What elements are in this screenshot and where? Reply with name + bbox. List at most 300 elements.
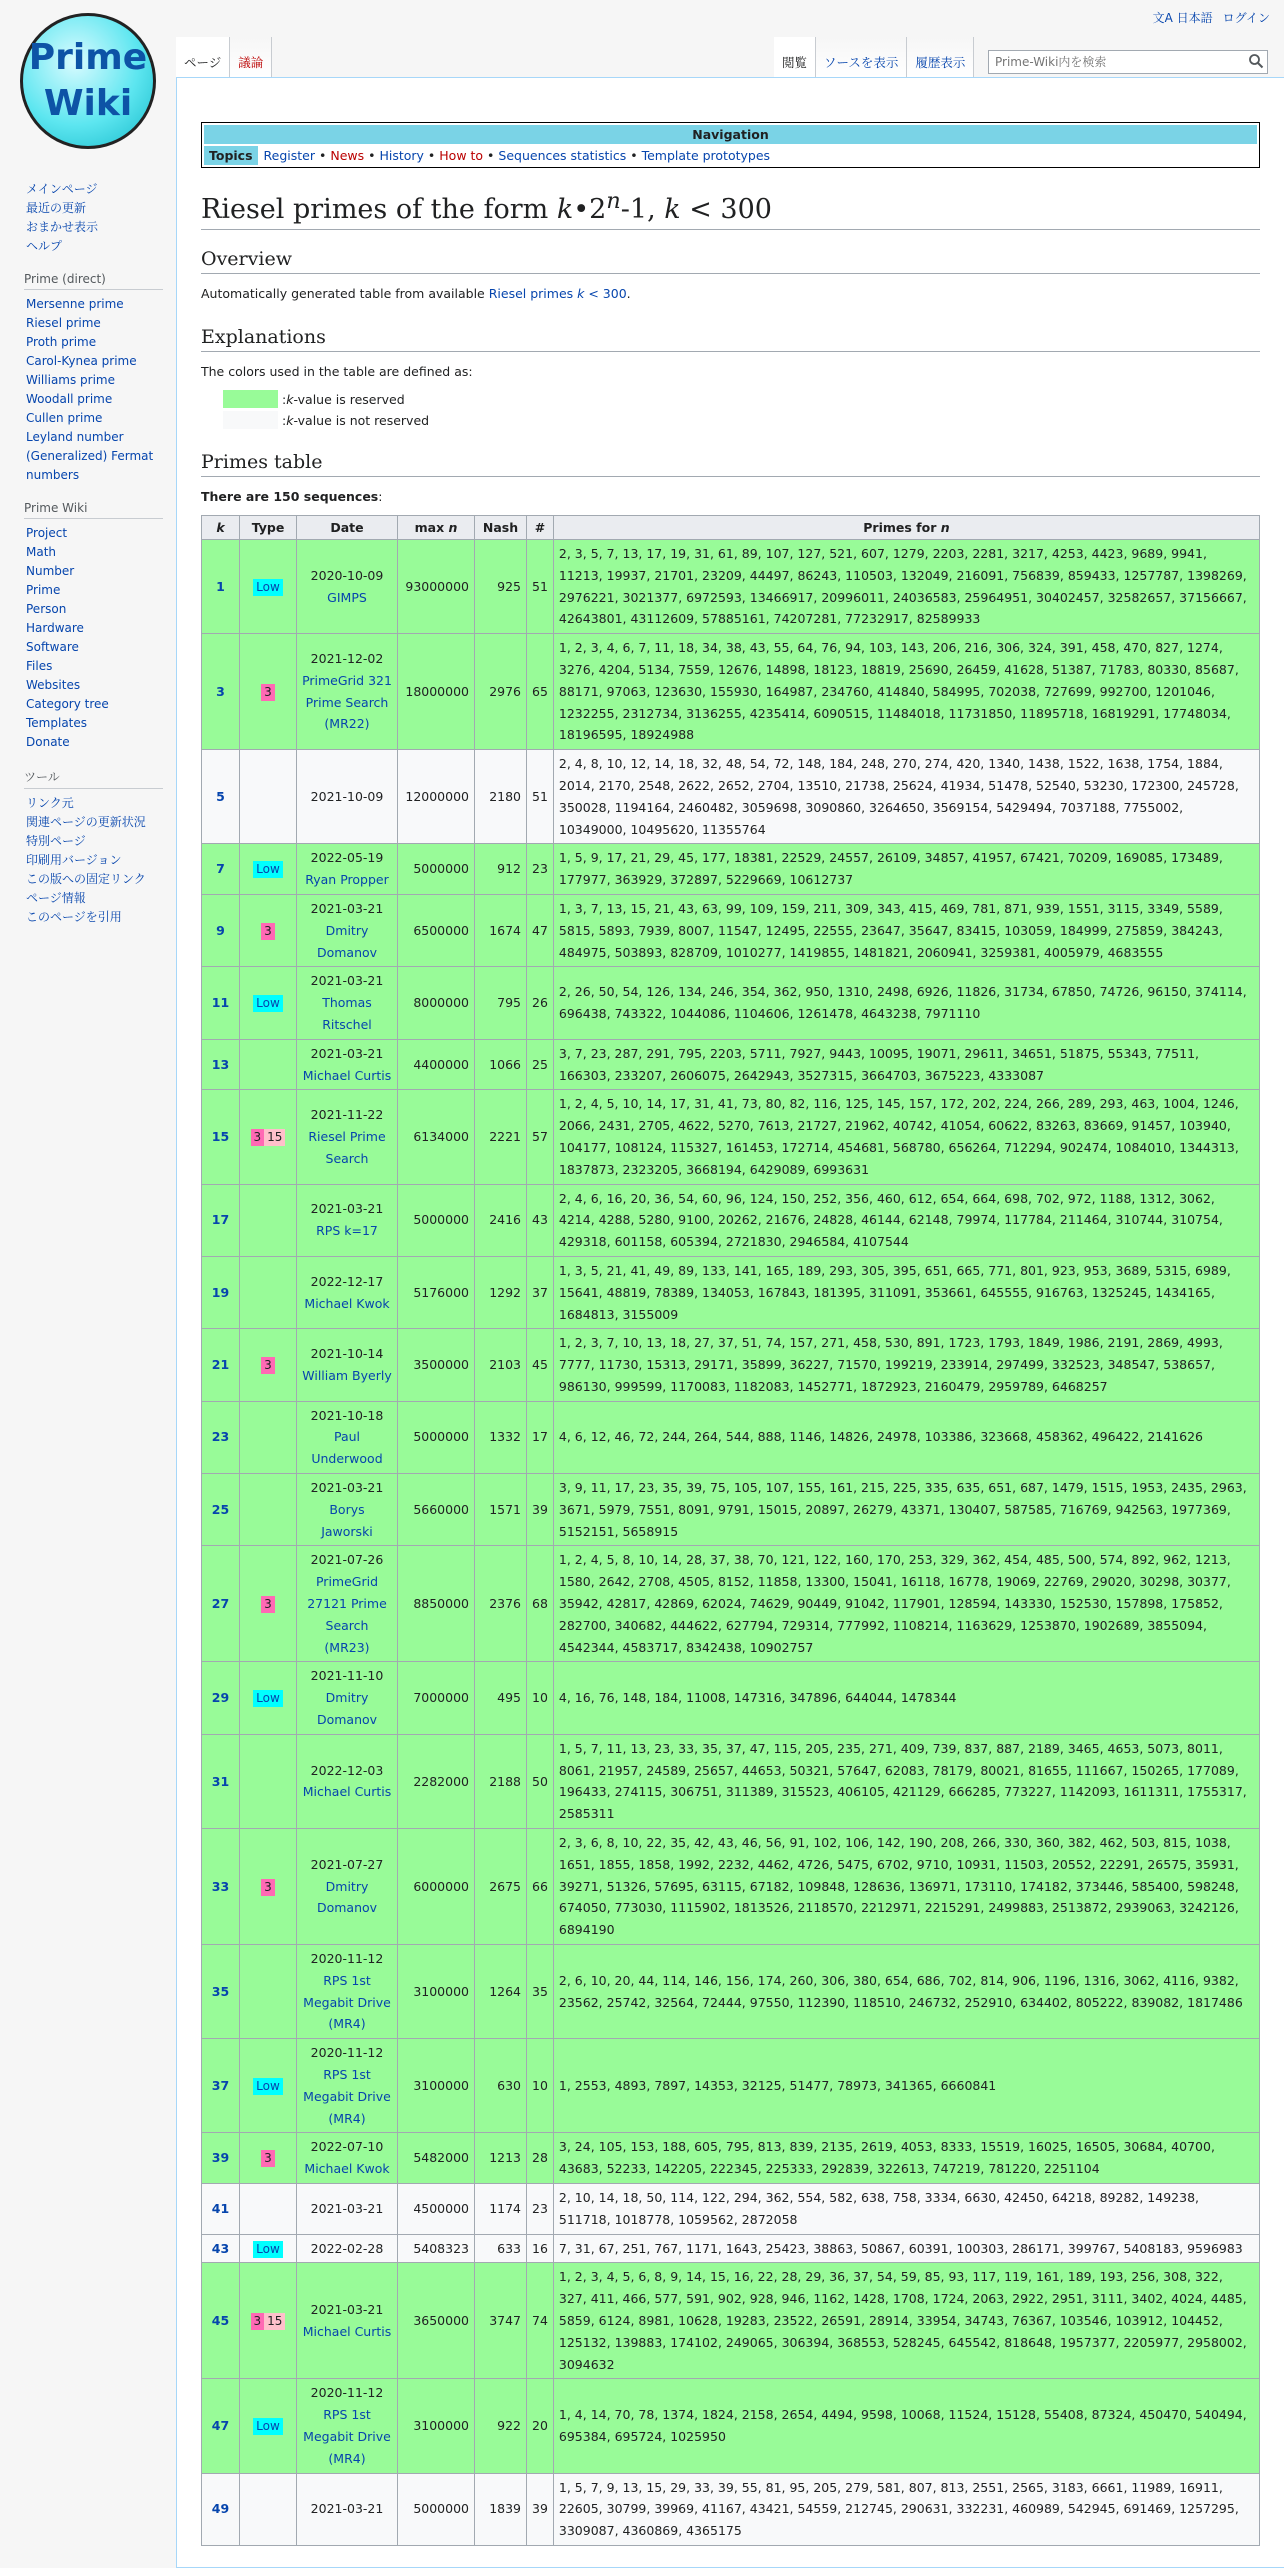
sidebar-tools-link[interactable]: この版への固定リンク: [26, 872, 146, 886]
max-n-cell: 3650000: [398, 2263, 475, 2379]
k-value-cell[interactable]: [202, 844, 240, 895]
overview-heading: Overview: [201, 248, 1260, 274]
max-n-cell: 12000000: [398, 750, 475, 844]
type-badge: Low: [253, 2078, 283, 2095]
type-cell: [240, 750, 297, 844]
navbox-group-label: Topics: [204, 146, 258, 165]
tab-view-source[interactable]: ソースを表示: [816, 37, 907, 77]
sidebar-main-item: [26, 237, 163, 256]
k-value-link[interactable]: 11: [211, 995, 230, 1011]
nash-cell: 2221: [475, 1090, 527, 1184]
primes-list-cell: 1, 5, 7, 9, 13, 15, 29, 33, 39, 55, 81, 95, 205, 279, 581, 807, 813, 2551, 2565, 3183, 6661, 11989, 16911, 22605, 30799, 39969, 41167, 43421, 54559, 212745, 290631, 332231, 460989, 542945, 691469, 1257295, 3309087, 4360869, 4365175: [553, 2473, 1259, 2545]
primes-list-cell: 1, 5, 9, 17, 21, 29, 45, 177, 18381, 22529, 24557, 26109, 34857, 41957, 67421, 70209, 169085, 173489, 177977, 363929, 372897, 5229669, 10612737: [553, 844, 1259, 895]
sidebar-tools-item: [26, 851, 163, 870]
navbox-link[interactable]: How to: [439, 148, 484, 163]
max-n-cell: 5000000: [398, 1184, 475, 1256]
primes-list-cell: 1, 2, 4, 5, 8, 10, 14, 28, 37, 38, 70, 121, 122, 160, 170, 253, 329, 362, 454, 485, 500, 574, 892, 962, 1213, 1580, 2642, 2708, 4505, 8152, 11858, 13300, 15041, 16118, 16778, 19069, 22769, 29020, 30298, 30377, 35942, 42817, 42869, 62024, 74629, 90449, 91042, 117901, 128594, 143330, 152530, 157898, 175852, 282700, 340682, 444622, 627794, 729314, 777992, 1108214, 1163629, 1253870, 1902689, 3855094, 4542344, 4583717, 8342438, 10902757: [553, 1546, 1259, 1662]
k-value-cell[interactable]: [202, 1329, 240, 1401]
sidebar-prime-wiki-link[interactable]: Prime: [26, 583, 61, 597]
navbox-link[interactable]: Template prototypes: [641, 148, 771, 163]
prime-count-cell: 16: [527, 2234, 554, 2263]
sidebar-tools-link[interactable]: このページを引用: [26, 910, 122, 924]
nash-cell: 1332: [475, 1401, 527, 1473]
col-header-k[interactable]: k: [202, 516, 240, 540]
date-text: 2020-11-12: [310, 2385, 384, 2401]
reserved-by-link[interactable]: Dmitry Domanov: [316, 1878, 378, 1916]
sidebar-prime-direct-link[interactable]: (Generalized) Fermat numbers: [26, 449, 154, 482]
sidebar-heading: ツール: [24, 768, 163, 789]
explanations-heading: Explanations: [201, 326, 1260, 352]
sidebar-prime-direct-link[interactable]: Cullen prime: [26, 411, 103, 425]
k-value-link[interactable]: 39: [211, 2150, 230, 2166]
navbox-separator: •: [483, 148, 499, 163]
nash-cell: 2188: [475, 1734, 527, 1828]
k-value-link[interactable]: 41: [211, 2200, 230, 2216]
sidebar-heading: Prime (direct): [24, 272, 163, 290]
prime-count-cell: 26: [527, 967, 554, 1039]
overview-text: Automatically generated table from available Riesel primes k < 300.: [201, 286, 631, 301]
navbox-separator: •: [626, 148, 642, 163]
language-link[interactable]: 文A 日本語: [1152, 11, 1213, 25]
table-row: [202, 1184, 1260, 1256]
table-row: [202, 1401, 1260, 1473]
k-value-link[interactable]: 37: [211, 2077, 230, 2093]
date-cell: [297, 1662, 398, 1734]
k-value-link[interactable]: 45: [211, 2312, 230, 2328]
sidebar-main-nav: [0, 180, 175, 256]
k-value-cell[interactable]: [202, 2039, 240, 2133]
reserved-by-link[interactable]: GIMPS: [327, 589, 367, 605]
k-value-cell[interactable]: [202, 1184, 240, 1256]
table-row: [202, 844, 1260, 895]
col-header-primes[interactable]: Primes for n: [553, 516, 1259, 540]
navbox-link[interactable]: History: [379, 148, 424, 163]
max-n-cell: 3500000: [398, 1329, 475, 1401]
sidebar-prime-direct-item: [26, 314, 163, 333]
k-value-cell[interactable]: [202, 1090, 240, 1184]
type-badge: 3: [261, 2150, 275, 2167]
tab-page[interactable]: ページ: [176, 37, 230, 77]
reserved-by-link[interactable]: Michael Curtis: [302, 1067, 392, 1083]
sidebar-tools-link[interactable]: 印刷用バージョン: [26, 853, 122, 867]
navbox-links: [258, 146, 777, 165]
primes-list-cell: 7, 31, 67, 251, 767, 1171, 1643, 25423, 38863, 50867, 60391, 100303, 286171, 399767, 5408183, 9596983: [553, 2234, 1259, 2263]
sidebar-prime-wiki-link[interactable]: Hardware: [26, 621, 84, 635]
k-value-cell[interactable]: [202, 2473, 240, 2545]
date-cell: [297, 1734, 398, 1828]
sidebar-prime-wiki-link[interactable]: Number: [26, 564, 75, 578]
sidebar-prime-wiki-item: [26, 524, 163, 543]
date-text: 2022-05-19: [310, 850, 384, 866]
reserved-by-link[interactable]: RPS k=17: [316, 1223, 378, 1239]
nash-cell: 630: [475, 2039, 527, 2133]
reserved-by-link[interactable]: Ryan Propper: [305, 872, 389, 888]
type-badge: Low: [253, 2418, 283, 2435]
type-cell: [240, 1474, 297, 1546]
date-cell: [297, 844, 398, 895]
nash-cell: 2376: [475, 1546, 527, 1662]
max-n-cell: 7000000: [398, 1662, 475, 1734]
type-cell: [240, 1546, 297, 1662]
nash-cell: 925: [475, 540, 527, 634]
sidebar-tools-item: [26, 794, 163, 813]
k-value-cell[interactable]: [202, 634, 240, 750]
date-cell: [297, 1090, 398, 1184]
prime-count-cell: 74: [527, 2263, 554, 2379]
date-cell: [297, 967, 398, 1039]
sidebar-tools-link[interactable]: 関連ページの更新状況: [26, 815, 146, 829]
sidebar-prime-wiki-link[interactable]: Templates: [26, 716, 88, 730]
nash-cell: 495: [475, 1662, 527, 1734]
sidebar-main-link[interactable]: おまかせ表示: [26, 220, 99, 234]
col-header-nash[interactable]: Nash: [475, 516, 527, 540]
explanations-intro: The colors used in the table are defined as:: [201, 364, 473, 379]
reserved-by-link[interactable]: Michael Curtis: [302, 1784, 392, 1800]
table-row: [202, 2133, 1260, 2184]
col-header-type[interactable]: Type: [240, 516, 297, 540]
prime-count-cell: 25: [527, 1039, 554, 1090]
sidebar-prime-wiki-item: [26, 543, 163, 562]
sidebar-prime-wiki-link[interactable]: Files: [26, 659, 53, 673]
sidebar-tools-link[interactable]: ページ情報: [26, 891, 86, 905]
search-input[interactable]: [988, 50, 1268, 74]
max-n-cell: 5408323: [398, 2234, 475, 2263]
reserved-by-link[interactable]: Borys Jaworski: [321, 1501, 373, 1539]
legend-swatch-not-reserved: [223, 411, 278, 429]
primes-list-cell: 1, 4, 14, 70, 78, 1374, 1824, 2158, 2654, 4494, 9598, 10068, 11524, 15128, 55408, 87324, 450470, 540494, 695384, 695724, 1025950: [553, 2379, 1259, 2473]
max-n-cell: 18000000: [398, 634, 475, 750]
sidebar-prime-wiki-item: [26, 714, 163, 733]
max-n-cell: 93000000: [398, 540, 475, 634]
type-cell: [240, 2183, 297, 2234]
k-value-link[interactable]: 15: [211, 1129, 230, 1145]
sidebar-prime-direct-link[interactable]: Mersenne prime: [26, 297, 124, 311]
primes-list-cell: 4, 6, 12, 46, 72, 244, 264, 544, 888, 1146, 14826, 24978, 103386, 323668, 458362, 496422, 2141626: [553, 1401, 1259, 1473]
max-n-cell: 8000000: [398, 967, 475, 1039]
sidebar-main-item: [26, 218, 163, 237]
k-value-cell[interactable]: [202, 1829, 240, 1945]
type-cell: [240, 2379, 297, 2473]
sidebar-prime-wiki-link[interactable]: Category tree: [26, 697, 109, 711]
k-value-link[interactable]: 33: [211, 1878, 230, 1894]
type-cell: [240, 2133, 297, 2184]
sidebar-prime-wiki-link[interactable]: Person: [26, 602, 67, 616]
k-value-cell[interactable]: [202, 750, 240, 844]
sidebar-prime-direct-link[interactable]: Proth prime: [26, 335, 97, 349]
navbox-separator: •: [364, 148, 380, 163]
type-badge: 15: [264, 1129, 285, 1146]
nash-cell: 1174: [475, 2183, 527, 2234]
sidebar-main-link[interactable]: ヘルプ: [26, 239, 63, 253]
date-cell: [297, 2234, 398, 2263]
type-badge: Low: [253, 2241, 283, 2258]
max-n-cell: 5000000: [398, 1401, 475, 1473]
sidebar-main-item: [26, 199, 163, 218]
table-row: [202, 1256, 1260, 1328]
col-header-max-n[interactable]: max n: [398, 516, 475, 540]
date-text: 2021-03-21: [310, 973, 384, 989]
search-icon[interactable]: [1248, 53, 1264, 69]
k-value-cell[interactable]: [202, 1662, 240, 1734]
k-value-link[interactable]: 47: [211, 2418, 230, 2434]
sidebar-prime-wiki-link[interactable]: Software: [26, 640, 79, 654]
max-n-cell: 5176000: [398, 1256, 475, 1328]
reserved-by-link[interactable]: William Byerly: [302, 1367, 392, 1383]
date-text: 2020-11-12: [310, 1951, 384, 1967]
legend-swatch-reserved: [223, 390, 278, 408]
sidebar-main-link[interactable]: 最近の更新: [26, 201, 87, 215]
reserved-by-link[interactable]: RPS 1st Megabit Drive (MR4): [303, 2407, 391, 2466]
prime-count-cell: 37: [527, 1256, 554, 1328]
type-cell: [240, 1329, 297, 1401]
riesel-primes-link[interactable]: Riesel primes k < 300: [488, 286, 627, 301]
max-n-cell: 4400000: [398, 1039, 475, 1090]
k-value-link[interactable]: 3: [216, 683, 225, 699]
sidebar-prime-direct-link[interactable]: Riesel prime: [26, 316, 101, 330]
table-row: [202, 2379, 1260, 2473]
sidebar-prime-wiki-item: [26, 733, 163, 752]
k-value-link[interactable]: 29: [211, 1690, 230, 1706]
date-text: 2021-11-10: [310, 1668, 384, 1684]
view-tabs: [774, 37, 974, 77]
nash-cell: 3747: [475, 2263, 527, 2379]
k-value-link[interactable]: 23: [211, 1429, 230, 1445]
date-cell: [297, 2263, 398, 2379]
sidebar-prime-wiki-item: [26, 638, 163, 657]
primes-list-cell: 2, 6, 10, 20, 44, 114, 146, 156, 174, 260, 306, 380, 654, 686, 702, 814, 906, 1196, 1316, 3062, 4116, 9382, 23562, 25742, 32564, 72444, 97550, 112390, 118510, 246732, 252910, 634402, 805222, 839082, 1817486: [553, 1945, 1259, 2039]
sidebar-prime-direct-link[interactable]: Carol-Kynea prime: [26, 354, 137, 368]
k-value-cell[interactable]: [202, 1546, 240, 1662]
k-value-link[interactable]: 49: [211, 2501, 230, 2517]
primes-list-cell: 1, 2, 3, 7, 10, 13, 18, 27, 37, 51, 74, 157, 271, 458, 530, 891, 1723, 1793, 1849, 1986, 2191, 2869, 4993, 7777, 11730, 15313, 29171, 35899, 36227, 71570, 199219, 233914, 297499, 332523, 348547, 538657, 986130, 999599, 1170083, 1182083, 1452771, 1872923, 2160479, 2959789, 6468257: [553, 1329, 1259, 1401]
k-value-cell[interactable]: [202, 2234, 240, 2263]
k-value-link[interactable]: 35: [211, 1983, 230, 1999]
type-cell: [240, 894, 297, 966]
k-value-link[interactable]: 17: [211, 1212, 230, 1228]
prime-count-cell: 50: [527, 1734, 554, 1828]
k-value-cell[interactable]: [202, 894, 240, 966]
reserved-by-link[interactable]: Riesel Prime Search: [308, 1129, 386, 1166]
sidebar-prime-wiki-link[interactable]: Donate: [26, 735, 70, 749]
type-cell: [240, 1256, 297, 1328]
namespace-tabs: [176, 37, 272, 77]
date-text: 2020-10-09: [310, 567, 384, 583]
primes-list-cell: 1, 2, 3, 4, 5, 6, 8, 9, 14, 15, 16, 22, 28, 29, 36, 37, 54, 59, 85, 93, 117, 119, 161, 189, 193, 256, 308, 322, 327, 411, 466, 577, 591, 902, 928, 946, 1162, 1428, 1708, 1724, 2063, 2922, 2951, 3111, 3402, 4024, 4485, 5859, 6124, 8981, 10628, 19283, 23522, 26591, 28914, 33954, 34743, 76367, 103546, 103912, 104452, 125132, 139883, 174102, 249065, 306394, 368553, 528245, 645542, 818648, 1957377, 2205977, 2958002, 3094632: [553, 2263, 1259, 2379]
sidebar-prime-wiki-link[interactable]: Project: [26, 526, 68, 540]
nash-cell: 912: [475, 844, 527, 895]
table-row: [202, 540, 1260, 634]
k-value-cell[interactable]: [202, 2183, 240, 2234]
primes-list-cell: 3, 7, 23, 287, 291, 795, 2203, 5711, 7927, 9443, 10095, 19071, 29611, 34651, 51875, 55343, 77511, 166303, 233207, 2606075, 2642943, 3527315, 3664703, 3675223, 4333087: [553, 1039, 1259, 1090]
date-cell: [297, 1039, 398, 1090]
reserved-by-link[interactable]: Michael Curtis: [302, 2323, 392, 2339]
primes-list-cell: 2, 10, 14, 18, 50, 114, 122, 294, 362, 554, 582, 638, 758, 3334, 6630, 42450, 64218, 89282, 149238, 511718, 1018778, 1059562, 2872058: [553, 2183, 1259, 2234]
login-link[interactable]: ログイン: [1222, 11, 1270, 25]
sidebar-prime-direct-link[interactable]: Woodall prime: [26, 392, 113, 406]
nash-cell: 795: [475, 967, 527, 1039]
type-cell: [240, 844, 297, 895]
date-cell: [297, 750, 398, 844]
sidebar-tools-link[interactable]: 特別ページ: [26, 834, 86, 848]
primes-list-cell: 1, 3, 7, 13, 15, 21, 43, 63, 99, 109, 159, 211, 309, 343, 415, 469, 781, 871, 939, 1551, 3115, 3349, 5589, 5815, 5893, 7939, 8007, 11547, 12495, 22555, 23647, 35647, 83415, 103059, 184999, 275859, 384243, 484975, 503893, 828709, 1010277, 1419855, 1481821, 2060941, 3259381, 4005979, 4683555: [553, 894, 1259, 966]
legend-reserved: : k -value is reserved: [223, 390, 1260, 408]
date-cell: [297, 540, 398, 634]
sidebar-prime-direct-link[interactable]: Leyland number: [26, 430, 124, 444]
k-value-link[interactable]: 5: [216, 788, 225, 804]
col-header-count[interactable]: #: [527, 516, 554, 540]
date-cell: [297, 2183, 398, 2234]
k-value-link[interactable]: 1: [216, 578, 225, 594]
sidebar-prime-direct-item: [26, 333, 163, 352]
k-value-link[interactable]: 25: [211, 1501, 230, 1517]
reserved-by-link[interactable]: Dmitry Domanov: [316, 922, 378, 960]
max-n-cell: 5000000: [398, 844, 475, 895]
type-cell: [240, 1039, 297, 1090]
sidebar-prime-direct-item: [26, 390, 163, 409]
max-n-cell: 3100000: [398, 2039, 475, 2133]
reserved-by-link[interactable]: RPS 1st Megabit Drive (MR4): [303, 1972, 391, 2032]
reserved-by-link[interactable]: Thomas Ritschel: [322, 995, 372, 1032]
sidebar-prime-wiki-item: [26, 676, 163, 695]
k-value-cell[interactable]: [202, 967, 240, 1039]
table-row: [202, 2263, 1260, 2379]
type-cell: [240, 1734, 297, 1828]
k-value-link[interactable]: 7: [216, 861, 225, 877]
date-cell: [297, 1256, 398, 1328]
date-cell: [297, 1329, 398, 1401]
reserved-by-link[interactable]: PrimeGrid 27121 Prime Search (MR23): [307, 1574, 387, 1655]
k-value-cell[interactable]: [202, 2379, 240, 2473]
sidebar-prime-wiki-link[interactable]: Websites: [26, 678, 81, 692]
type-badge: Low: [253, 1690, 283, 1707]
k-value-cell[interactable]: [202, 1401, 240, 1473]
prime-count-cell: 17: [527, 1401, 554, 1473]
sidebar-tools-item: [26, 870, 163, 889]
k-value-link[interactable]: 43: [211, 2240, 230, 2256]
legend-not-reserved: : k -value is not reserved: [223, 411, 1260, 429]
prime-count-cell: 57: [527, 1090, 554, 1184]
sidebar-prime-direct-link[interactable]: Williams prime: [26, 373, 116, 387]
sidebar-tools-item: [26, 813, 163, 832]
reserved-by-link[interactable]: Michael Kwok: [304, 1295, 390, 1311]
k-value-cell[interactable]: [202, 1256, 240, 1328]
prime-count-cell: 45: [527, 1329, 554, 1401]
reserved-by-link[interactable]: Paul Underwood: [311, 1429, 383, 1467]
primes-list-cell: 4, 16, 76, 148, 184, 11008, 147316, 347896, 644044, 1478344: [553, 1662, 1259, 1734]
max-n-cell: 6134000: [398, 1090, 475, 1184]
k-value-cell[interactable]: [202, 1734, 240, 1828]
k-value-cell[interactable]: [202, 1474, 240, 1546]
k-value-link[interactable]: 13: [211, 1056, 230, 1072]
nash-cell: 1674: [475, 894, 527, 966]
sidebar-tools-item: [26, 889, 163, 908]
navbox-link[interactable]: News: [330, 148, 365, 163]
sidebar-tools-link[interactable]: リンク元: [26, 796, 74, 810]
tab-talk[interactable]: 議論: [230, 37, 272, 77]
navbox-title: Navigation: [204, 125, 1257, 144]
nash-cell: 2976: [475, 634, 527, 750]
sidebar-prime-direct: [0, 272, 175, 485]
sidebar-prime-direct-item: [26, 447, 163, 485]
primes-list-cell: 2, 3, 6, 8, 10, 22, 35, 42, 43, 46, 56, 91, 102, 106, 142, 190, 208, 266, 330, 360, 382, 462, 503, 815, 1038, 1651, 1855, 1858, 1992, 2232, 4462, 4726, 5475, 6702, 9710, 10931, 11503, 20552, 22291, 26575, 35931, 39271, 51326, 57695, 63115, 67182, 109848, 128636, 136971, 173110, 174182, 373446, 585400, 598248, 674050, 773030, 1115902, 1813526, 2118570, 2212971, 2215291, 2499883, 2513872, 2939063, 3242126, 6894190: [553, 1829, 1259, 1945]
logo-text-line2: Wiki: [43, 83, 133, 124]
sidebar-prime-wiki-link[interactable]: Math: [26, 545, 57, 559]
type-cell: [240, 1829, 297, 1945]
prime-count-cell: 39: [527, 1474, 554, 1546]
main-content: [176, 77, 1284, 2568]
table-row: [202, 1546, 1260, 1662]
k-value-cell[interactable]: [202, 2263, 240, 2379]
max-n-cell: 3100000: [398, 1945, 475, 2039]
date-text: 2020-11-12: [310, 2045, 384, 2061]
date-text: 2021-11-22: [310, 1107, 384, 1123]
prime-count-cell: 20: [527, 2379, 554, 2473]
date-text: 2021-10-14: [310, 1346, 384, 1362]
logo-text-line1: Prime: [28, 37, 148, 78]
sequence-count: There are 150 sequences:: [201, 489, 383, 504]
navbox-link[interactable]: Register: [263, 148, 316, 163]
personal-tools: [1153, 9, 1270, 26]
k-value-link[interactable]: 31: [211, 1773, 230, 1789]
table-row: [202, 634, 1260, 750]
reserved-by-link[interactable]: RPS 1st Megabit Drive (MR4): [303, 2067, 391, 2126]
k-value-link[interactable]: 19: [211, 1284, 230, 1300]
table-row: [202, 2183, 1260, 2234]
k-value-link[interactable]: 27: [211, 1596, 230, 1612]
k-value-cell[interactable]: [202, 1945, 240, 2039]
k-value-cell[interactable]: [202, 540, 240, 634]
type-cell: [240, 1401, 297, 1473]
reserved-by-link[interactable]: Michael Kwok: [304, 2161, 390, 2177]
nash-cell: 2675: [475, 1829, 527, 1945]
prime-count-cell: 23: [527, 844, 554, 895]
sidebar-main-link[interactable]: メインページ: [26, 182, 98, 196]
nash-cell: 1066: [475, 1039, 527, 1090]
type-cell: [240, 1184, 297, 1256]
reserved-by-link[interactable]: Dmitry Domanov: [316, 1690, 378, 1728]
tab-read[interactable]: 閲覧: [774, 37, 816, 77]
primes-list-cell: 1, 2, 3, 4, 6, 7, 11, 18, 34, 38, 43, 55, 64, 76, 94, 103, 143, 206, 216, 306, 324, 391, 458, 470, 827, 1274, 3276, 4204, 5134, 7559, 12676, 14898, 18123, 18819, 25690, 26459, 41628, 51387, 71783, 80330, 85687, 88171, 97063, 123630, 155930, 164987, 234760, 414840, 584995, 702038, 727699, 992700, 1201046, 1232255, 2312734, 3136255, 4235414, 6090515, 11484018, 11731850, 11895718, 16819291, 17748034, 18196595, 18924988: [553, 634, 1259, 750]
table-row: [202, 1945, 1260, 2039]
navbox-link[interactable]: Sequences statistics: [498, 148, 627, 163]
k-value-cell[interactable]: [202, 2133, 240, 2184]
prime-count-cell: 10: [527, 1662, 554, 1734]
sidebar-main-item: [26, 180, 163, 199]
table-row: [202, 1329, 1260, 1401]
col-header-date[interactable]: Date: [297, 516, 398, 540]
k-value-link[interactable]: 9: [216, 922, 225, 938]
date-text: 2021-03-21: [310, 1045, 384, 1061]
nash-cell: 922: [475, 2379, 527, 2473]
max-n-cell: 3100000: [398, 2379, 475, 2473]
site-logo[interactable]: [20, 13, 156, 149]
nash-cell: 1213: [475, 2133, 527, 2184]
sidebar-prime-wiki-item: [26, 619, 163, 638]
k-value-cell[interactable]: [202, 1039, 240, 1090]
reserved-by-link[interactable]: PrimeGrid 321 Prime Search (MR22): [302, 672, 392, 732]
date-text: 2022-07-10: [310, 2139, 384, 2155]
tab-history[interactable]: 履歴表示: [907, 37, 974, 77]
prime-count-cell: 35: [527, 1945, 554, 2039]
type-cell: [240, 1945, 297, 2039]
type-badge: Low: [253, 995, 283, 1012]
navbox-separator: •: [423, 148, 440, 163]
sidebar-prime-direct-item: [26, 371, 163, 390]
primes-table-heading: Primes table: [201, 451, 1260, 477]
type-badge: Low: [253, 861, 283, 878]
primes-list-cell: 1, 5, 7, 11, 13, 23, 33, 35, 37, 47, 115, 205, 235, 271, 409, 739, 837, 887, 2189, 3465, 4653, 5073, 8011, 8061, 21957, 24589, 25657, 44653, 50321, 57647, 62083, 78179, 80021, 81655, 111667, 150265, 177089, 196433, 274115, 306751, 311389, 315523, 406105, 421129, 666285, 773227, 1142093, 1611311, 1755317, 2585311: [553, 1734, 1259, 1828]
k-value-link[interactable]: 21: [211, 1357, 230, 1373]
